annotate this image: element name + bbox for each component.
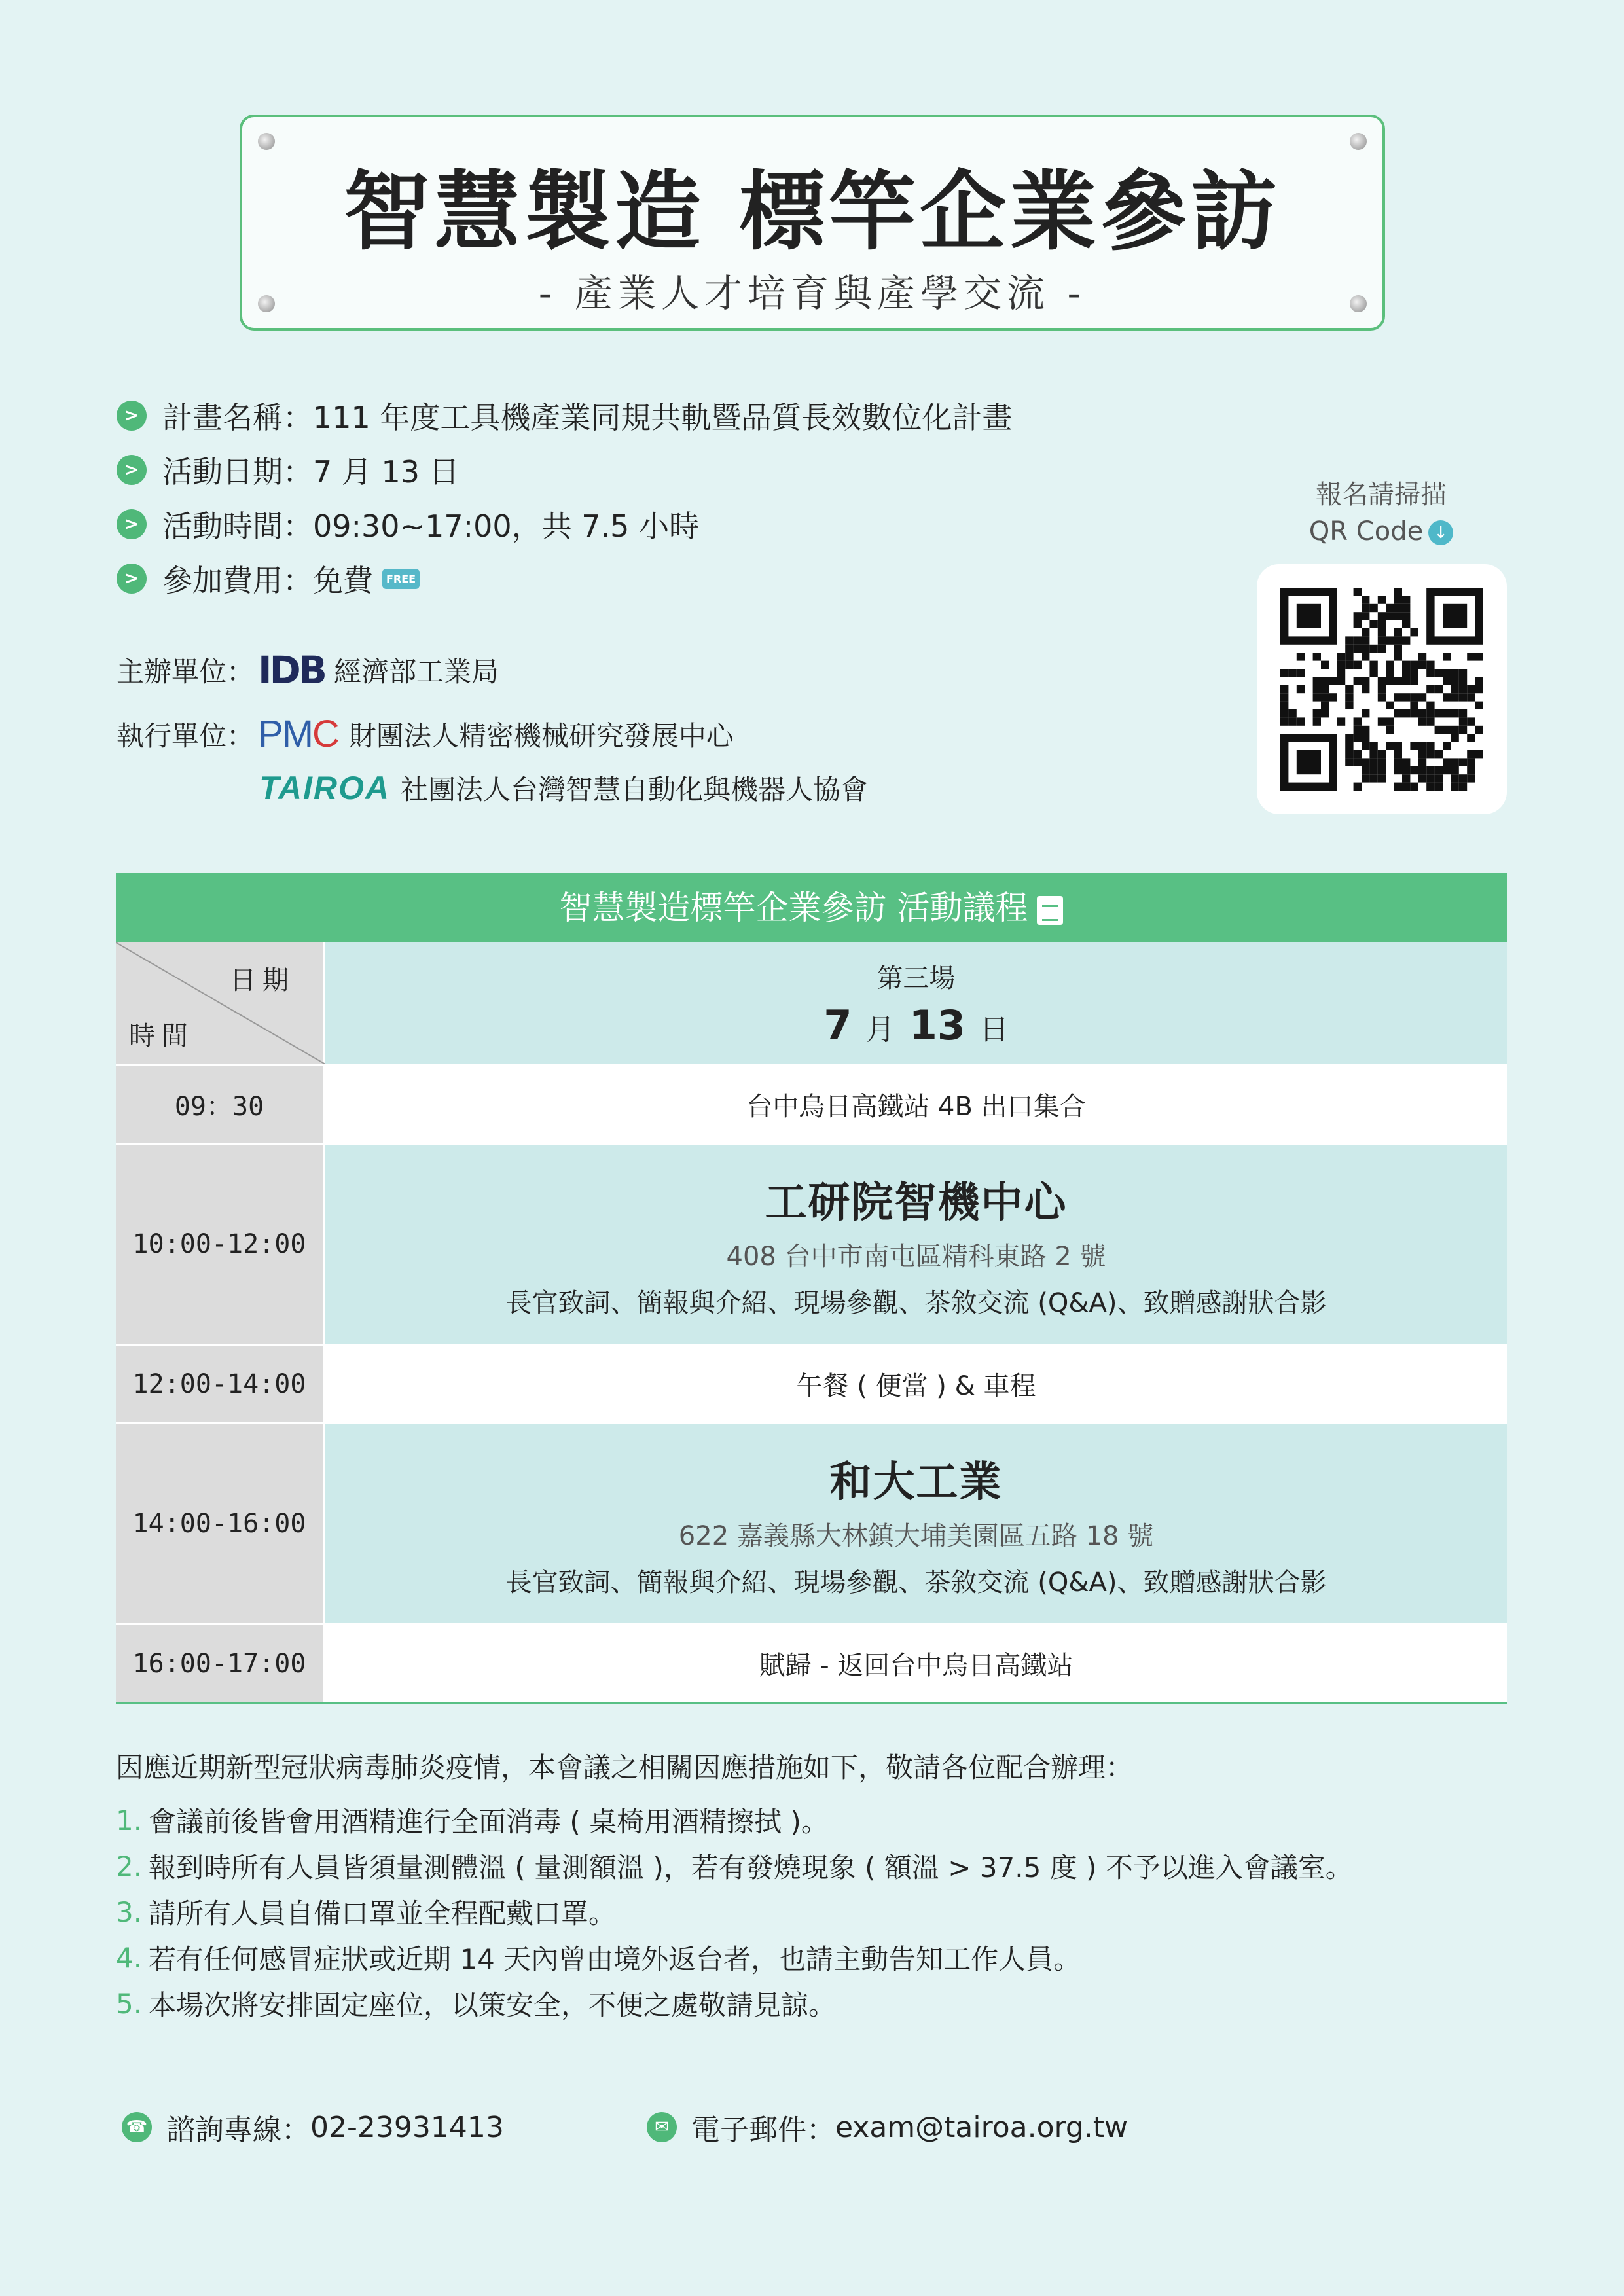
email-address[interactable]: exam@tairoa.org.tw: [835, 2110, 1128, 2144]
info-label: 活動日期: [162, 454, 283, 490]
time-cell: 14:00-16:00: [116, 1424, 325, 1623]
exec-organizer-1: [117, 712, 734, 756]
contact-phone: [122, 2106, 504, 2148]
qr-code-icon: [1280, 588, 1483, 791]
title-board: [240, 115, 1385, 331]
corner-date-label: 日期: [230, 965, 295, 996]
table-row: [116, 1346, 1507, 1424]
corner-time-label: 時間: [129, 1021, 194, 1051]
phone-icon: ☎: [122, 2112, 152, 2142]
phone-number[interactable]: 02-23931413: [310, 2110, 504, 2144]
schedule-bottom-rule: [116, 1702, 1507, 1704]
qr-caption: [1244, 476, 1519, 550]
session-label: 第三場: [876, 963, 956, 994]
list-item: 4. 若有任何感冒症狀或近期 14 天內曾由境外返台者，也請主動告知工作人員。: [116, 1941, 1081, 1975]
email-label: 電子郵件：: [691, 2113, 835, 2147]
exec1-name: 財團法人精密機械研究發展中心: [348, 719, 734, 752]
schedule-table: [116, 873, 1507, 1704]
notes-intro: 因應近期新型冠狀病毒肺炎疫情，本會議之相關因應措施如下，敬請各位配合辦理：: [116, 1751, 1134, 1784]
time-cell: 09：30: [116, 1066, 325, 1143]
contact-email: [647, 2106, 1128, 2148]
host-organizer: [117, 648, 499, 692]
page-subtitle: - 產業人才培育與產學交流 -: [538, 271, 1087, 315]
list-item: 5. 本場次將安排固定座位，以策安全，不便之處敬請見諒。: [116, 1987, 837, 2021]
time-cell: 16:00-17:00: [116, 1625, 325, 1702]
pmc-logo: PMC: [258, 713, 338, 755]
info-value: 免費: [313, 563, 373, 598]
arrow-down-circle-icon: ↓: [1428, 520, 1453, 545]
tairoa-logo: TAIROA: [259, 770, 390, 806]
list-item: 2. 報到時所有人員皆須量測體溫 ( 量測額溫 )，若有發燒現象 ( 額溫 > 37.5 度 ) 不予以進入會議室。: [116, 1850, 1353, 1884]
info-label: 活動時間: [162, 509, 283, 544]
table-row: [116, 1066, 1507, 1145]
qr-caption-line2: QR Code: [1308, 516, 1424, 547]
exec-label: 執行單位：: [117, 719, 255, 752]
content-cell: [325, 1145, 1507, 1344]
venue-address: 622 嘉義縣大林鎮大埔美園區五路 18 號: [678, 1521, 1154, 1551]
info-event-time: > 活動時間 ： 09:30~17:00，共 7.5 小時: [117, 501, 699, 547]
info-label: 參加費用: [162, 563, 283, 598]
venue-agenda: 長官致詞、簡報與介紹、現場參觀、茶敘交流 (Q&A)、致贈感謝狀合影: [505, 1568, 1327, 1598]
venue-agenda: 長官致詞、簡報與介紹、現場參觀、茶敘交流 (Q&A)、致贈感謝狀合影: [505, 1288, 1327, 1318]
notes-section: [116, 1746, 1517, 2026]
info-value: 111 年度工具機產業同規共軌暨品質長效數位化計畫: [313, 400, 1013, 435]
list-item: 3. 請所有人員自備口罩並全程配戴口罩。: [116, 1895, 617, 1929]
venue-address: 408 台中市南屯區精科東路 2 號: [726, 1242, 1106, 1272]
content-cell: 午餐 ( 便當 ) & 車程: [325, 1346, 1507, 1422]
idb-logo: IDB: [258, 648, 325, 692]
info-value: 7 月 13 日: [313, 454, 460, 490]
schedule-head-row: [116, 942, 1507, 1066]
exec2-name: 社團法人台灣智慧自動化與機器人協會: [400, 774, 868, 806]
chevron-right-icon: >: [117, 455, 147, 485]
mail-icon: ✉: [647, 2112, 677, 2142]
schedule-header: [116, 873, 1507, 942]
free-badge-icon: FREE: [382, 569, 420, 589]
chevron-right-icon: >: [117, 564, 147, 594]
qr-caption-line1: 報名請掃描: [1316, 480, 1447, 510]
phone-label: 諮詢專線：: [166, 2113, 310, 2147]
content-cell: 台中烏日高鐵站 4B 出口集合: [325, 1066, 1507, 1143]
host-label: 主辦單位：: [117, 656, 255, 688]
info-event-date: > 活動日期 ： 7 月 13 日: [117, 447, 460, 493]
corner-cell: [116, 942, 325, 1064]
time-cell: 12:00-14:00: [116, 1346, 325, 1422]
content-cell: 賦歸 - 返回台中烏日高鐵站: [325, 1625, 1507, 1702]
exec-organizer-2: [259, 768, 868, 808]
info-value: 09:30~17:00，共 7.5 小時: [313, 509, 700, 544]
content-cell: [325, 1424, 1507, 1623]
host-name: 經濟部工業局: [333, 656, 499, 688]
qr-code-card[interactable]: [1257, 564, 1507, 814]
info-plan-name: > 計畫名稱 ： 111 年度工具機產業同規共軌暨品質長效數位化計畫: [117, 393, 1012, 439]
info-label: 計畫名稱: [162, 400, 283, 435]
table-row: [116, 1145, 1507, 1346]
list-item: 1. 會議前後皆會用酒精進行全面消毒 ( 桌椅用酒精擦拭 )。: [116, 1804, 829, 1838]
table-row: [116, 1625, 1507, 1702]
session-date: 7 月 13 日: [823, 1001, 1009, 1049]
venue-name: 工研院智機中心: [765, 1179, 1068, 1227]
table-row: [116, 1424, 1507, 1625]
venue-name: 和大工業: [829, 1458, 1003, 1507]
chevron-right-icon: >: [117, 401, 147, 431]
info-fee: > 參加費用 ： 免費 FREE: [117, 556, 420, 601]
schedule-title: 智慧製造標竿企業參訪 活動議程: [559, 889, 1028, 927]
chevron-right-icon: >: [117, 509, 147, 539]
session-cell: [325, 942, 1507, 1064]
memo-icon: [1037, 896, 1063, 925]
time-cell: 10:00-12:00: [116, 1145, 325, 1344]
page-title: 智慧製造 標竿企業參訪: [344, 162, 1281, 262]
